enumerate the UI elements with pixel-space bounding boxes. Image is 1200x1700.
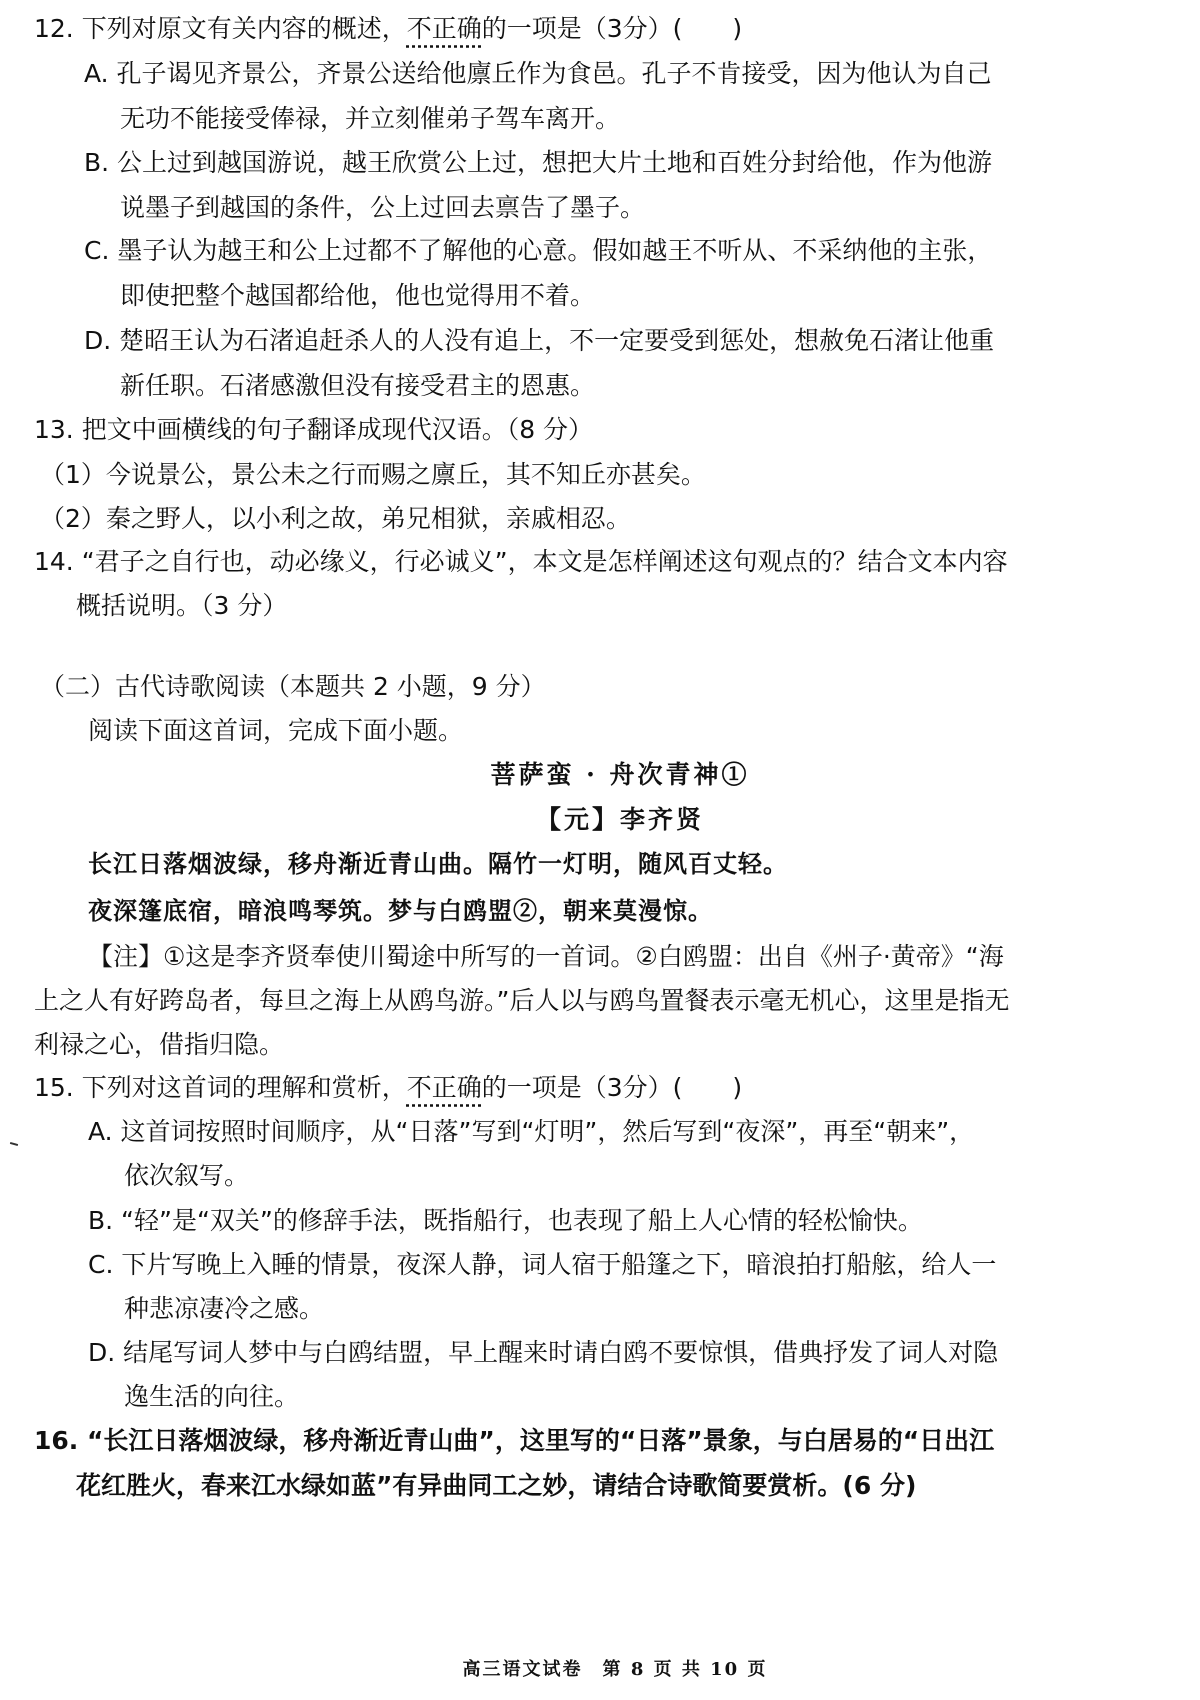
q12-stem-suffix: 的一项是（3分）( ): [481, 14, 743, 43]
poem-author: 【元】李齐贤: [535, 805, 704, 834]
note-line-3: 利禄之心，借指归隐。: [34, 1030, 285, 1059]
q12-option-a-line1: A. 孔子谒见齐景公，齐景公送给他廪丘作为食邑。孔子不肯接受，因为他认为自己: [84, 59, 992, 88]
q12-option-c-line1: C. 墨子认为越王和公上过都不了解他的心意。假如越王不听从、不采纳他的主张，: [84, 236, 993, 265]
q13-sentence-2: （2）秦之野人，以小利之故，弟兄相狱，亲戚相忍。: [40, 504, 631, 533]
page-footer: 高三语文试卷 第 8 页 共 10 页: [462, 1659, 768, 1680]
q15-stem-emphasis: 不正确: [406, 1073, 482, 1102]
q15-option-a-line1: A. 这首词按照时间顺序，从“日落”写到“灯明”，然后写到“夜深”，再至“朝来”，: [88, 1117, 975, 1146]
q16-stem-line2: 花红胜火，春来江水绿如蓝”有异曲同工之妙，请结合诗歌简要赏析。(6 分): [76, 1471, 917, 1500]
q13-sentence-1: （1）今说景公，景公未之行而赐之廪丘，其不知丘亦甚矣。: [40, 460, 706, 489]
poem-line-2: 夜深篷底宿，暗浪鸣琴筑。梦与白鸥盟②，朝来莫漫惊。: [88, 896, 713, 925]
section-heading: （二）古代诗歌阅读（本题共 2 小题，9 分）: [40, 672, 546, 701]
q16-stem-line1: 16. “长江日落烟波绿，移舟渐近青山曲”，这里写的“日落”景象，与白居易的“日出江: [34, 1426, 995, 1455]
q12-option-a-line2: 无功不能接受俸禄，并立刻催弟子驾车离开。: [120, 104, 621, 133]
q15-stem-suffix: 的一项是（3分）( ): [481, 1073, 743, 1102]
poem-line-1: 长江日落烟波绿，移舟渐近青山曲。隔竹一灯明，随风百丈轻。: [88, 849, 788, 878]
poem-title: 菩萨蛮 · 舟次青神①: [490, 760, 750, 789]
q12-option-d-line1: D. 楚昭王认为石渚追赶杀人的人没有追上，不一定要受到惩处，想赦免石渚让他重: [84, 326, 995, 355]
q14-stem-line1: 14. “君子之自行也，动必缘义，行必诚义”，本文是怎样阐述这句观点的？结合文本内容: [34, 547, 1008, 576]
q15-option-d-line2: 逸生活的向往。: [124, 1382, 300, 1411]
pen-mark: [10, 1142, 18, 1146]
q15-option-a-line2: 依次叙写。: [124, 1161, 250, 1190]
q15-option-b-line1: B. “轻”是“双关”的修辞手法，既指船行，也表现了船上人心情的轻松愉快。: [88, 1206, 923, 1235]
q12-stem: [34, 14, 742, 44]
q12-stem-emphasis: 不正确: [406, 14, 482, 43]
q12-option-b-line2: 说墨子到越国的条件，公上过回去禀告了墨子。: [120, 193, 646, 222]
q14-stem-line2: 概括说明。（3 分）: [76, 591, 288, 620]
q15-option-c-line1: C. 下片写晚上入睡的情景，夜深人静，词人宿于船篷之下，暗浪拍打船舷，给人一: [88, 1250, 997, 1279]
q15-option-c-line2: 种悲凉凄冷之感。: [124, 1294, 325, 1323]
q15-option-d-line1: D. 结尾写词人梦中与白鸥结盟，早上醒来时请白鸥不要惊惧，借典抒发了词人对隐: [88, 1338, 999, 1367]
q12-option-c-line2: 即使把整个越国都给他，他也觉得用不着。: [120, 281, 596, 310]
note-line-2: 上之人有好跨岛者，每旦之海上从鸥鸟游。”后人以与鸥鸟置餐表示毫无机心，这里是指无: [34, 986, 1010, 1015]
q15-stem-prefix: 15. 下列对这首词的理解和赏析，: [34, 1073, 407, 1102]
section-instruction: 阅读下面这首词，完成下面小题。: [88, 716, 464, 745]
q13-stem: 13. 把文中画横线的句子翻译成现代汉语。（8 分）: [34, 415, 594, 444]
q12-option-b-line1: B. 公上过到越国游说，越王欣赏公上过，想把大片土地和百姓分封给他，作为他游: [84, 148, 993, 177]
note-line-1: 【注】①这是李齐贤奉使川蜀途中所写的一首词。②白鸥盟：出自《州子·黄帝》“海: [88, 942, 1004, 971]
q12-option-d-line2: 新任职。石渚感激但没有接受君主的恩惠。: [120, 371, 596, 400]
q12-stem-prefix: 12. 下列对原文有关内容的概述，: [34, 14, 407, 43]
q15-stem: [34, 1073, 742, 1103]
